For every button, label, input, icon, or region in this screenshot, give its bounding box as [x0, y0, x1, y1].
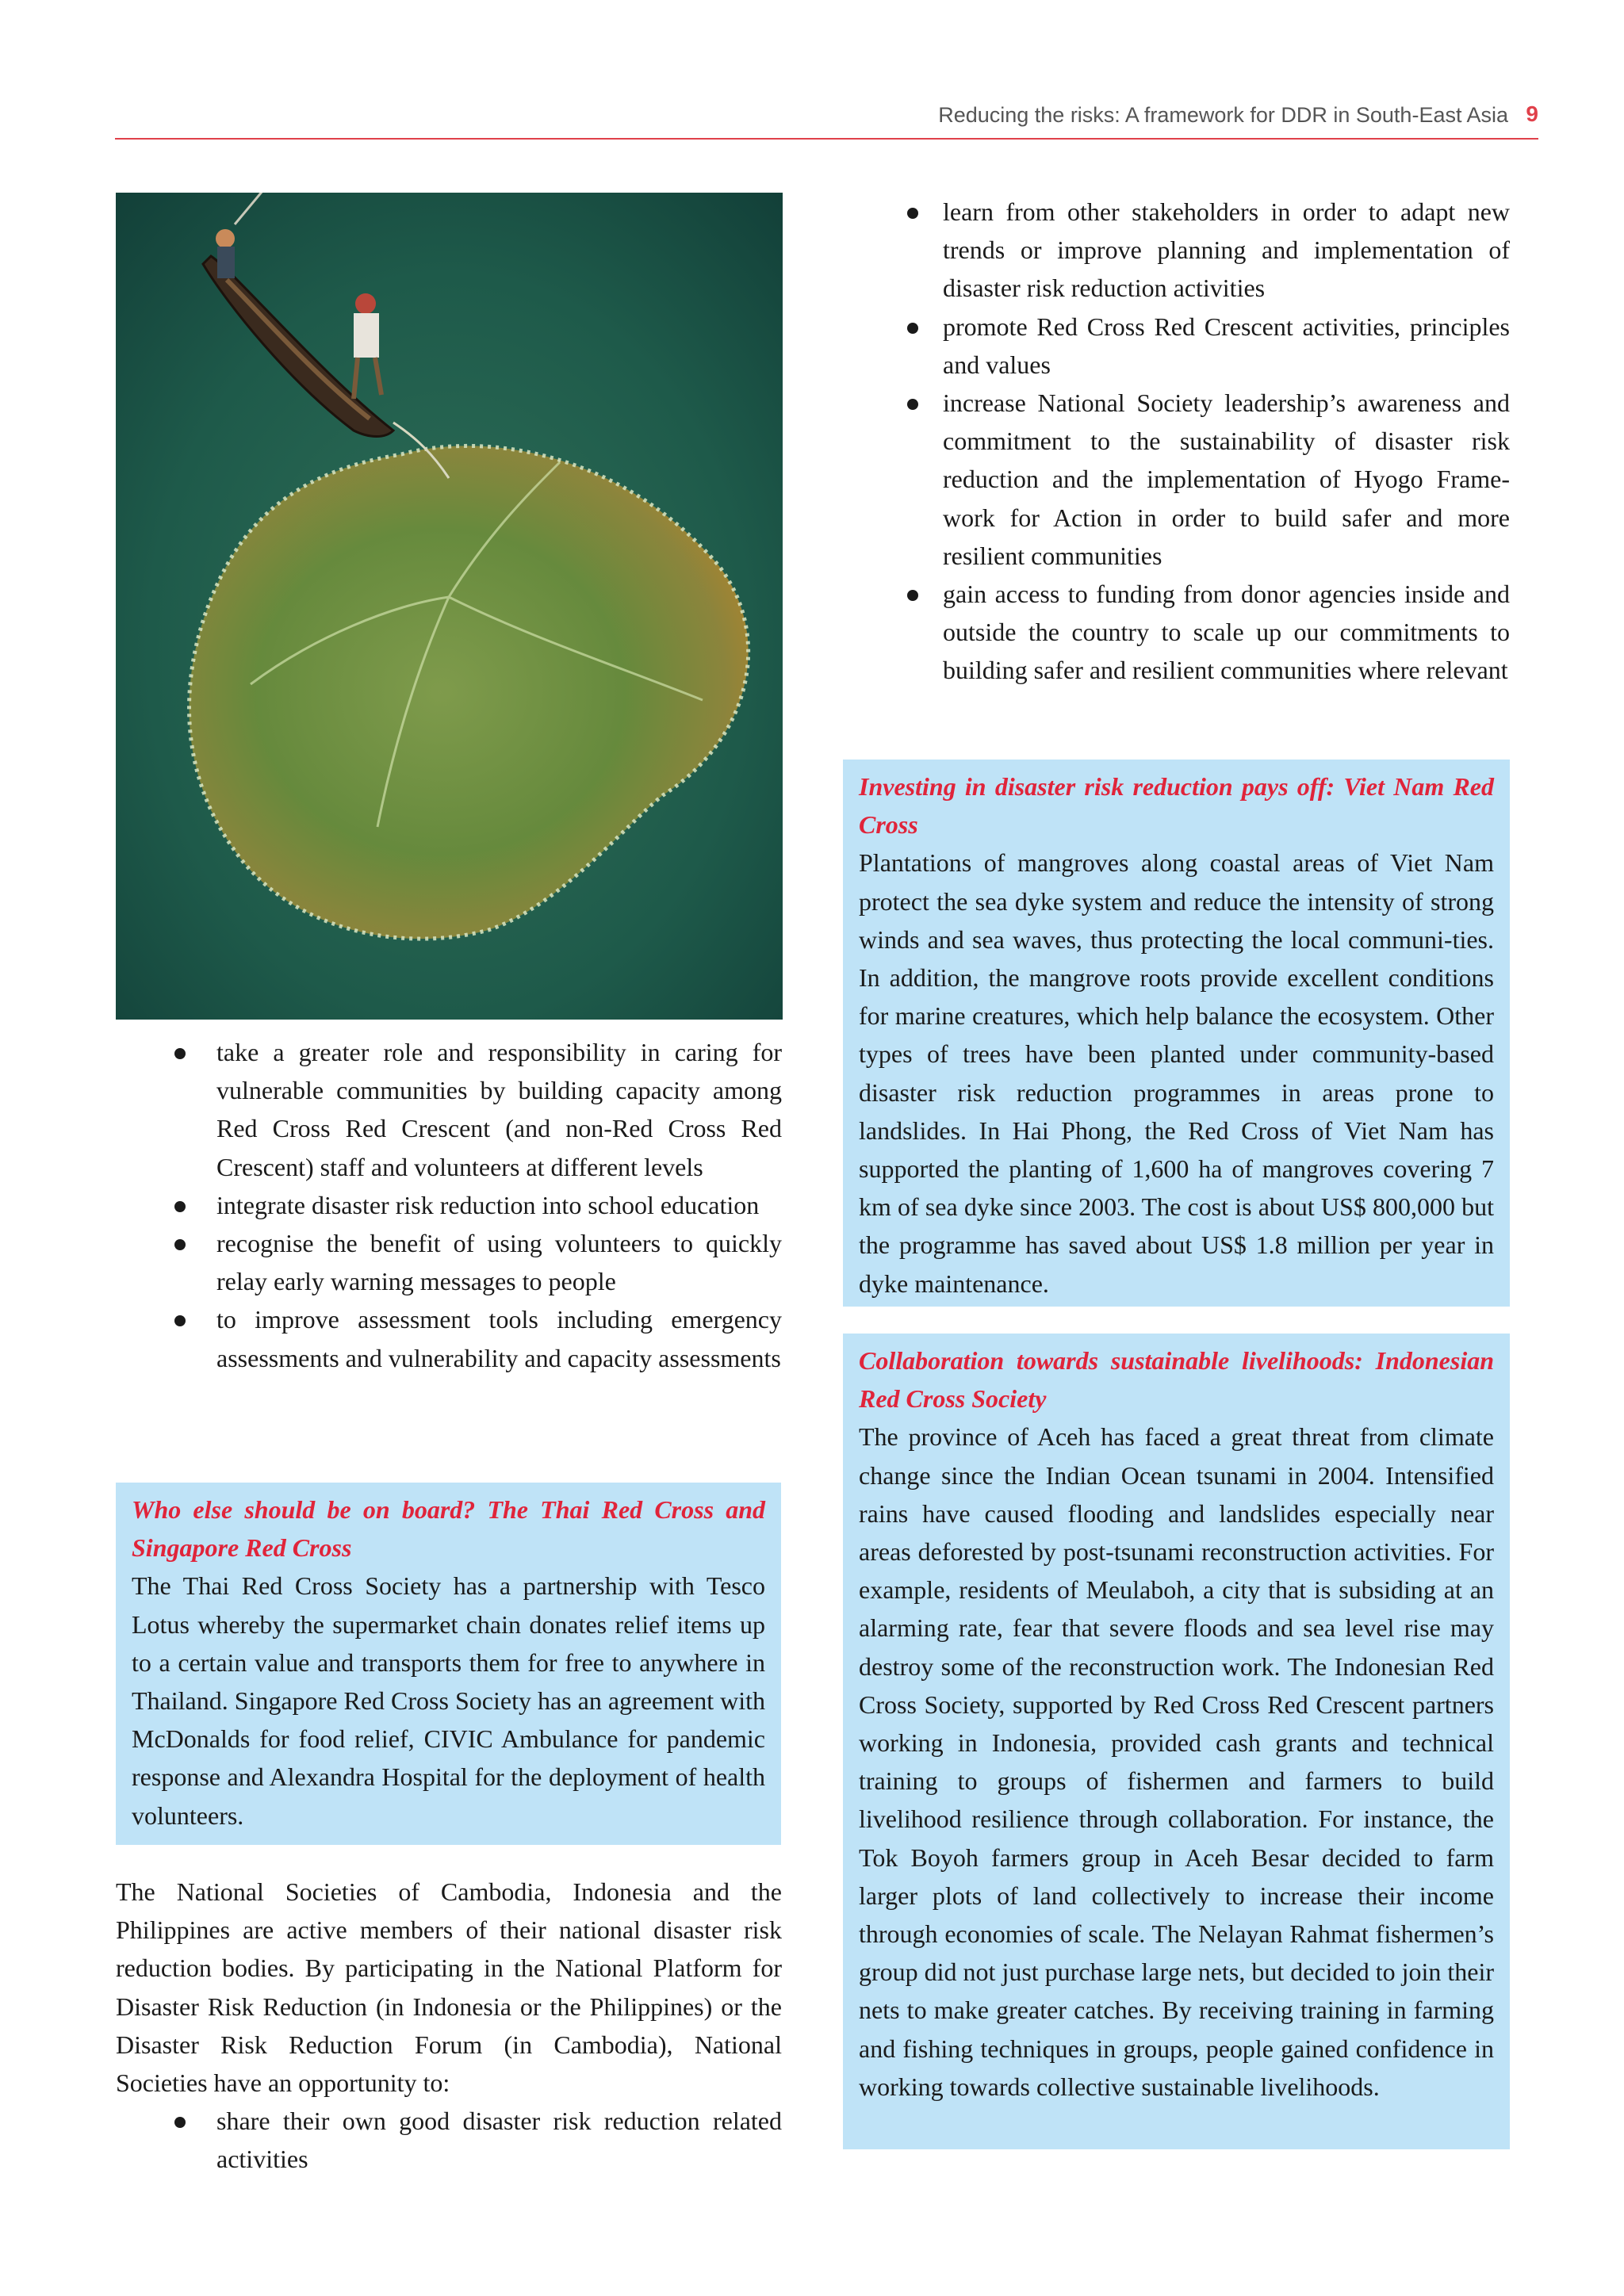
vietnam-case-box: [843, 760, 1510, 1307]
list-item: increase National Society leadership’s awareness and commitment to the sustainability of disaster risk reduction and the implementation of Hyogo Frame-work for Action in order to build safer and more resilient communities: [907, 384, 1510, 575]
list-item: to improve assessment tools including emergency assessments and vulnerability and capacity assessments: [116, 1300, 782, 1376]
left-bullet-list-container: [116, 1033, 782, 1377]
left-bullet-list: [116, 1033, 782, 1377]
indonesia-case-box: [843, 1334, 1510, 2149]
running-header: [115, 101, 1538, 140]
right-bullet-list-container: [907, 193, 1510, 690]
fisherman-casting-net-icon: [116, 193, 783, 1020]
page-number: 9: [1526, 101, 1538, 126]
header-title: Reducing the risks: A framework for DDR in South-East Asia: [938, 103, 1508, 127]
main-paragraph: The National Societies of Cambodia, Indonesia and the Philippines are active members of their national disaster risk reduction bodies. By participating in the National Platform for Disaster Risk Reduction (in Indonesia or the Philippines) or the Disaster Risk Reduction Forum (in Cambodia), National Societies have an opportunity to:: [116, 1877, 782, 2098]
right-bullet-list: [907, 193, 1510, 690]
thai-singapore-case-box: [116, 1483, 781, 1845]
list-item: share their own good disaster risk reduction related activities: [116, 2102, 782, 2178]
box-title: Collaboration towards sustainable livelihoods: Indonesian Red Cross Society: [859, 1346, 1494, 1414]
list-item: integrate disaster risk reduction into school education: [116, 1186, 782, 1224]
main-paragraph-container: [116, 1873, 782, 2179]
box-title: Investing in disaster risk reduction pays off: Viet Nam Red Cross: [859, 772, 1494, 840]
box-title: Who else should be on board? The Thai Red Cross and Singapore Red Cross: [132, 1495, 765, 1563]
box-body: The Thai Red Cross Society has a partnership with Tesco Lotus whereby the supermarket chain donates relief items up to a certain value and transports them for free to anywhere in Thailand. Singapore Red Cross Society has an agreement with McDonalds for food relief, CIVIC Ambulance for pandemic response and Alexandra Hospital for the deployment of health volunteers.: [132, 1571, 765, 1830]
bottom-bullet-list: [116, 2102, 782, 2178]
box-body: The province of Aceh has faced a great threat from climate change since the Indian Ocean tsunami in 2004. Intensified rains have caused flooding and landslides especially near areas deforested by post-tsunami reconstruction activities. For example, residents of Meulaboh, a city that is subsiding at an alarming rate, fear that severe floods and sea level rise may destroy some of the reconstruction work. The Indonesian Red Cross Society, supported by Red Cross Red Crescent partners working in Indonesia, provided cash grants and technical training to groups of fishermen and farmers to build livelihood resilience through collaboration. For instance, the Tok Boyoh farmers group in Aceh Besar decided to farm larger plots of land collectively to increase their income through economies of scale. The Nelayan Rahmat fishermen’s group did not just purchase large nets, but decided to join their nets to make greater catches. By receiving training in farming and fishing techniques in groups, people gained confidence in working towards collective sustainable livelihoods.: [859, 1422, 1495, 2101]
list-item: promote Red Cross Red Crescent activities, principles and values: [907, 308, 1510, 384]
list-item: gain access to funding from donor agencies inside and outside the country to scale up our commitments to building safer and resilient communities where relevant: [907, 575, 1510, 690]
box-body: Plantations of mangroves along coastal areas of Viet Nam protect the sea dyke system and reduce the intensity of strong winds and sea waves, thus protecting the local communi-ties. In addition, the mangrove roots provide excellent conditions for marine creatures, which help balance the ecosystem. Other types of trees have been planted under community-based disaster risk reduction programmes in areas prone to landslides. In Hai Phong, the Red Cross of Viet Nam has supported the planting of 1,600 ha of mangroves covering 7 km of sea dyke since 2003. The cost is about US$ 800,000 but the programme has saved about US$ 1.8 million per year in dyke maintenance.: [859, 848, 1494, 1298]
fisherman-net-photo: [116, 193, 783, 1020]
list-item: take a greater role and responsibility in caring for vulnerable communities by building capacity among Red Cross Red Crescent (and non-Red Cross Red Crescent) staff and volunteers at different levels: [116, 1033, 782, 1186]
list-item: recognise the benefit of using volunteers to quickly relay early warning messages to people: [116, 1224, 782, 1300]
list-item: learn from other stakeholders in order to adapt new trends or improve planning and implementation of disaster risk reduction activities: [907, 193, 1510, 308]
